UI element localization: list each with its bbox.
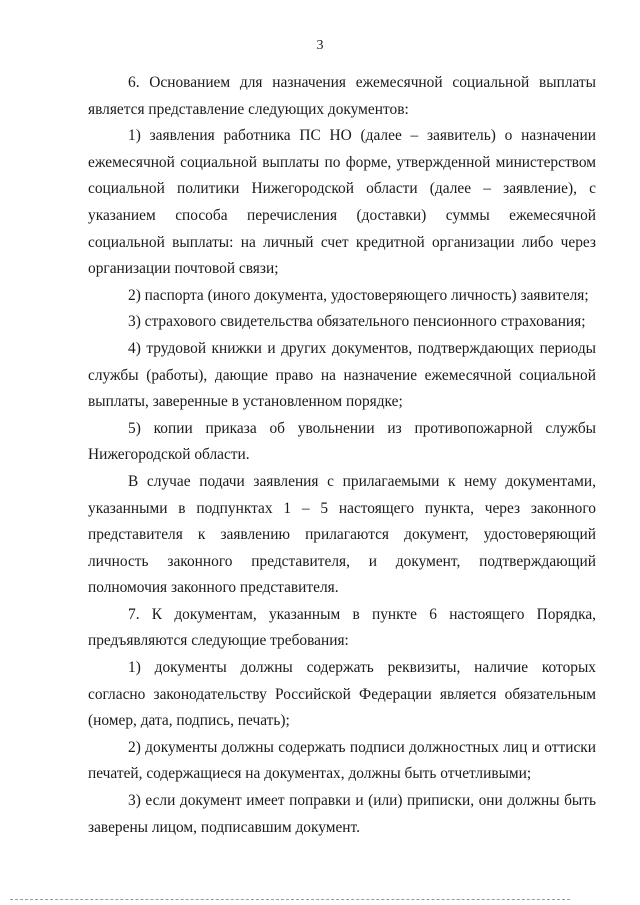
- paragraph-7-item-1: 1) документы должны содержать реквизиты, наличие которых согласно законодательству Российской Федерации является обязательным (номер, дата, подпись, печать);: [88, 659, 596, 730]
- paragraph-6-representative: В случае подачи заявления с прилагаемыми к нему документами, указанными в подпунктах 1 – 5 настоящего пункта, через законного представителя к заявлению прилагаются документ, удостоверяющий личность законного представителя, и документ, подтверждающий полномочия законного представителя.: [88, 472, 596, 597]
- paragraph-6-item-4: 4) трудовой книжки и других документов, подтверждающих периоды службы (работы), дающие право на назначение ежемесячной социальной выплаты, заверенные в установленном порядке;: [88, 339, 596, 411]
- paragraph-7-item-2: 2) документы должны содержать подписи должностных лиц и оттиски печатей, содержащиеся на документах, должны быть отчетливыми;: [88, 738, 596, 783]
- paragraph-7-intro: 7. К документам, указанным в пункте 6 настоящего Порядка, предъявляются следующие требования:: [88, 605, 596, 650]
- paragraph-6-item-3: 3) страхового свидетельства обязательного пенсионного страхования;: [128, 313, 586, 331]
- paragraph-7-item-3: 3) если документ имеет поправки и (или) приписки, они должны быть заверены лицом, подписавшим документ.: [88, 792, 596, 836]
- scan-edge-line: [10, 899, 570, 900]
- paragraph-6-item-1: 1) заявления работника ПС НО (далее – заявитель) о назначении ежемесячной социальной выплаты по форме, утвержденной министерством социальной политики Нижегородской области (далее – заявление), с указанием способа перечисления (доставки) суммы ежемесячной социальной выплаты: на личный счет кредитной организации либо через организации почтовой связи;: [88, 127, 596, 278]
- document-body: [88, 70, 596, 841]
- paragraph-6-intro: 6. Основанием для назначения ежемесячной социальной выплаты является представление следующих документов:: [88, 74, 596, 118]
- paragraph-6-item-2: 2) паспорта (иного документа, удостоверяющего личность) заявителя;: [128, 286, 589, 304]
- page-number: 3: [316, 38, 324, 53]
- paragraph-6-item-5: 5) копии приказа об увольнении из противопожарной службы Нижегородской области.: [88, 419, 596, 464]
